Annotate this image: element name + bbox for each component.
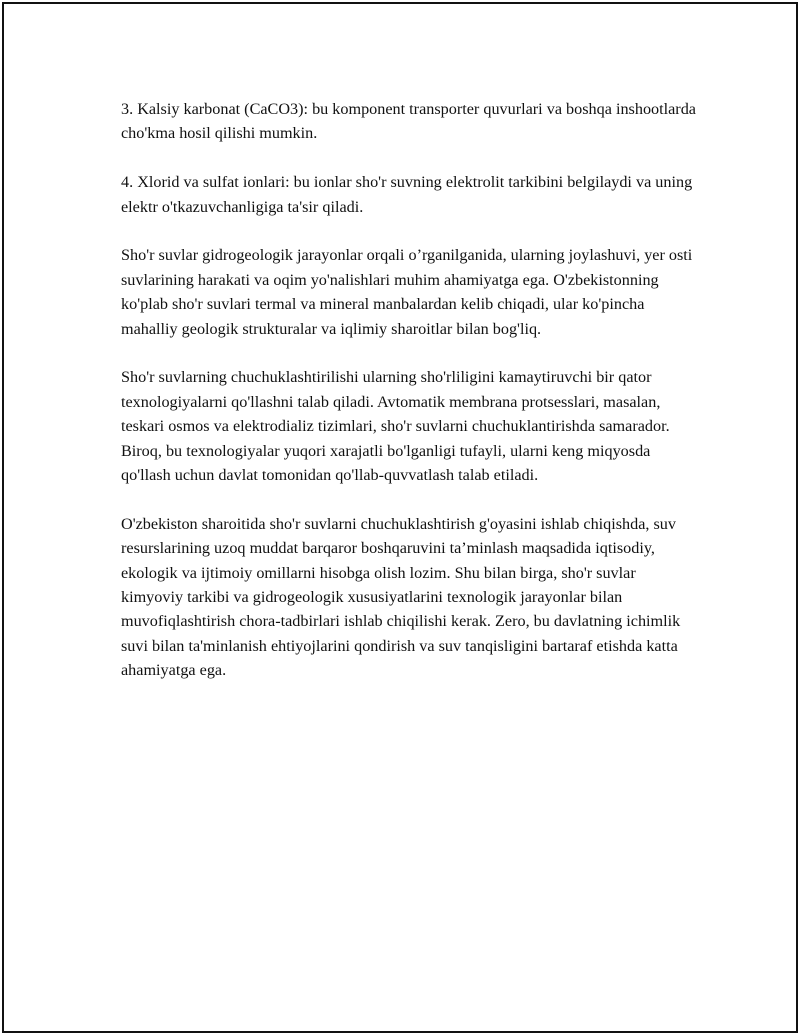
- document-body: [121, 97, 701, 707]
- document-page: [2, 2, 798, 1033]
- paragraph-chloride-sulfate-ions: 4. Xlorid va sulfat ionlari: bu ionlar sho'r suvning elektrolit tarkibini belgilaydi va uning elektr o'tkazuvchanligiga ta'sir qiladi.: [121, 173, 693, 216]
- paragraph-calcium-carbonate: 3. Kalsiy karbonat (CaCO3): bu komponent transporter quvurlari va boshqa inshootlarda cho'kma hosil qilishi mumkin.: [121, 100, 696, 143]
- paragraph-hydrogeology: Sho'r suvlar gidrogeologik jarayonlar orqali o’rganilganida, ularning joylashuvi, yer osti suvlarining harakati va oqim yo'nalishlari muhim ahamiyatga ega. O'zbekistonning ko'plab sho'r suvlari termal va mineral manbalardan kelib chiqadi, ular ko'pincha mahalliy geologik strukturalar va iqlimiy sharoitlar bilan bog'liq.: [121, 246, 693, 338]
- paragraph-uzbekistan-conditions: O'zbekiston sharoitida sho'r suvlarni chuchuklashtirish g'oyasini ishlab chiqishda, suv resurslarining uzoq muddat barqaror boshqaruvini ta’minlash maqsadida iqtisodiy, ekologik va ijtimoiy omillarni hisobga olish lozim. Shu bilan birga, sho'r suvlar kimyoviy tarkibi va gidrogeologik xususiyatlarini texnologik jarayonlar bilan muvofiqlashtirish chora-tadbirlari ishlab chiqilishi kerak. Zero, bu davlatning ichimlik suvi bilan ta'minlanish ehtiyojlarini qondirish va suv tanqisligini bartaraf etishda katta ahamiyatga ega.: [121, 514, 681, 680]
- paragraph-desalination-technologies: Sho'r suvlarning chuchuklashtirilishi ularning sho'rliligini kamaytiruvchi bir qator texnologiyalarni qo'llashni talab qiladi. Avtomatik membrana protsesslari, masalan, teskari osmos va elektrodializ tizimlari, sho'r suvlarni chuchuklantirishda samarador. Biroq, bu texnologiyalar yuqori xarajatli bo'lganligi tufayli, ularni keng miqyosda qo'llash uchun davlat tomonidan qo'llab-quvvatlash talab etiladi.: [121, 368, 670, 485]
